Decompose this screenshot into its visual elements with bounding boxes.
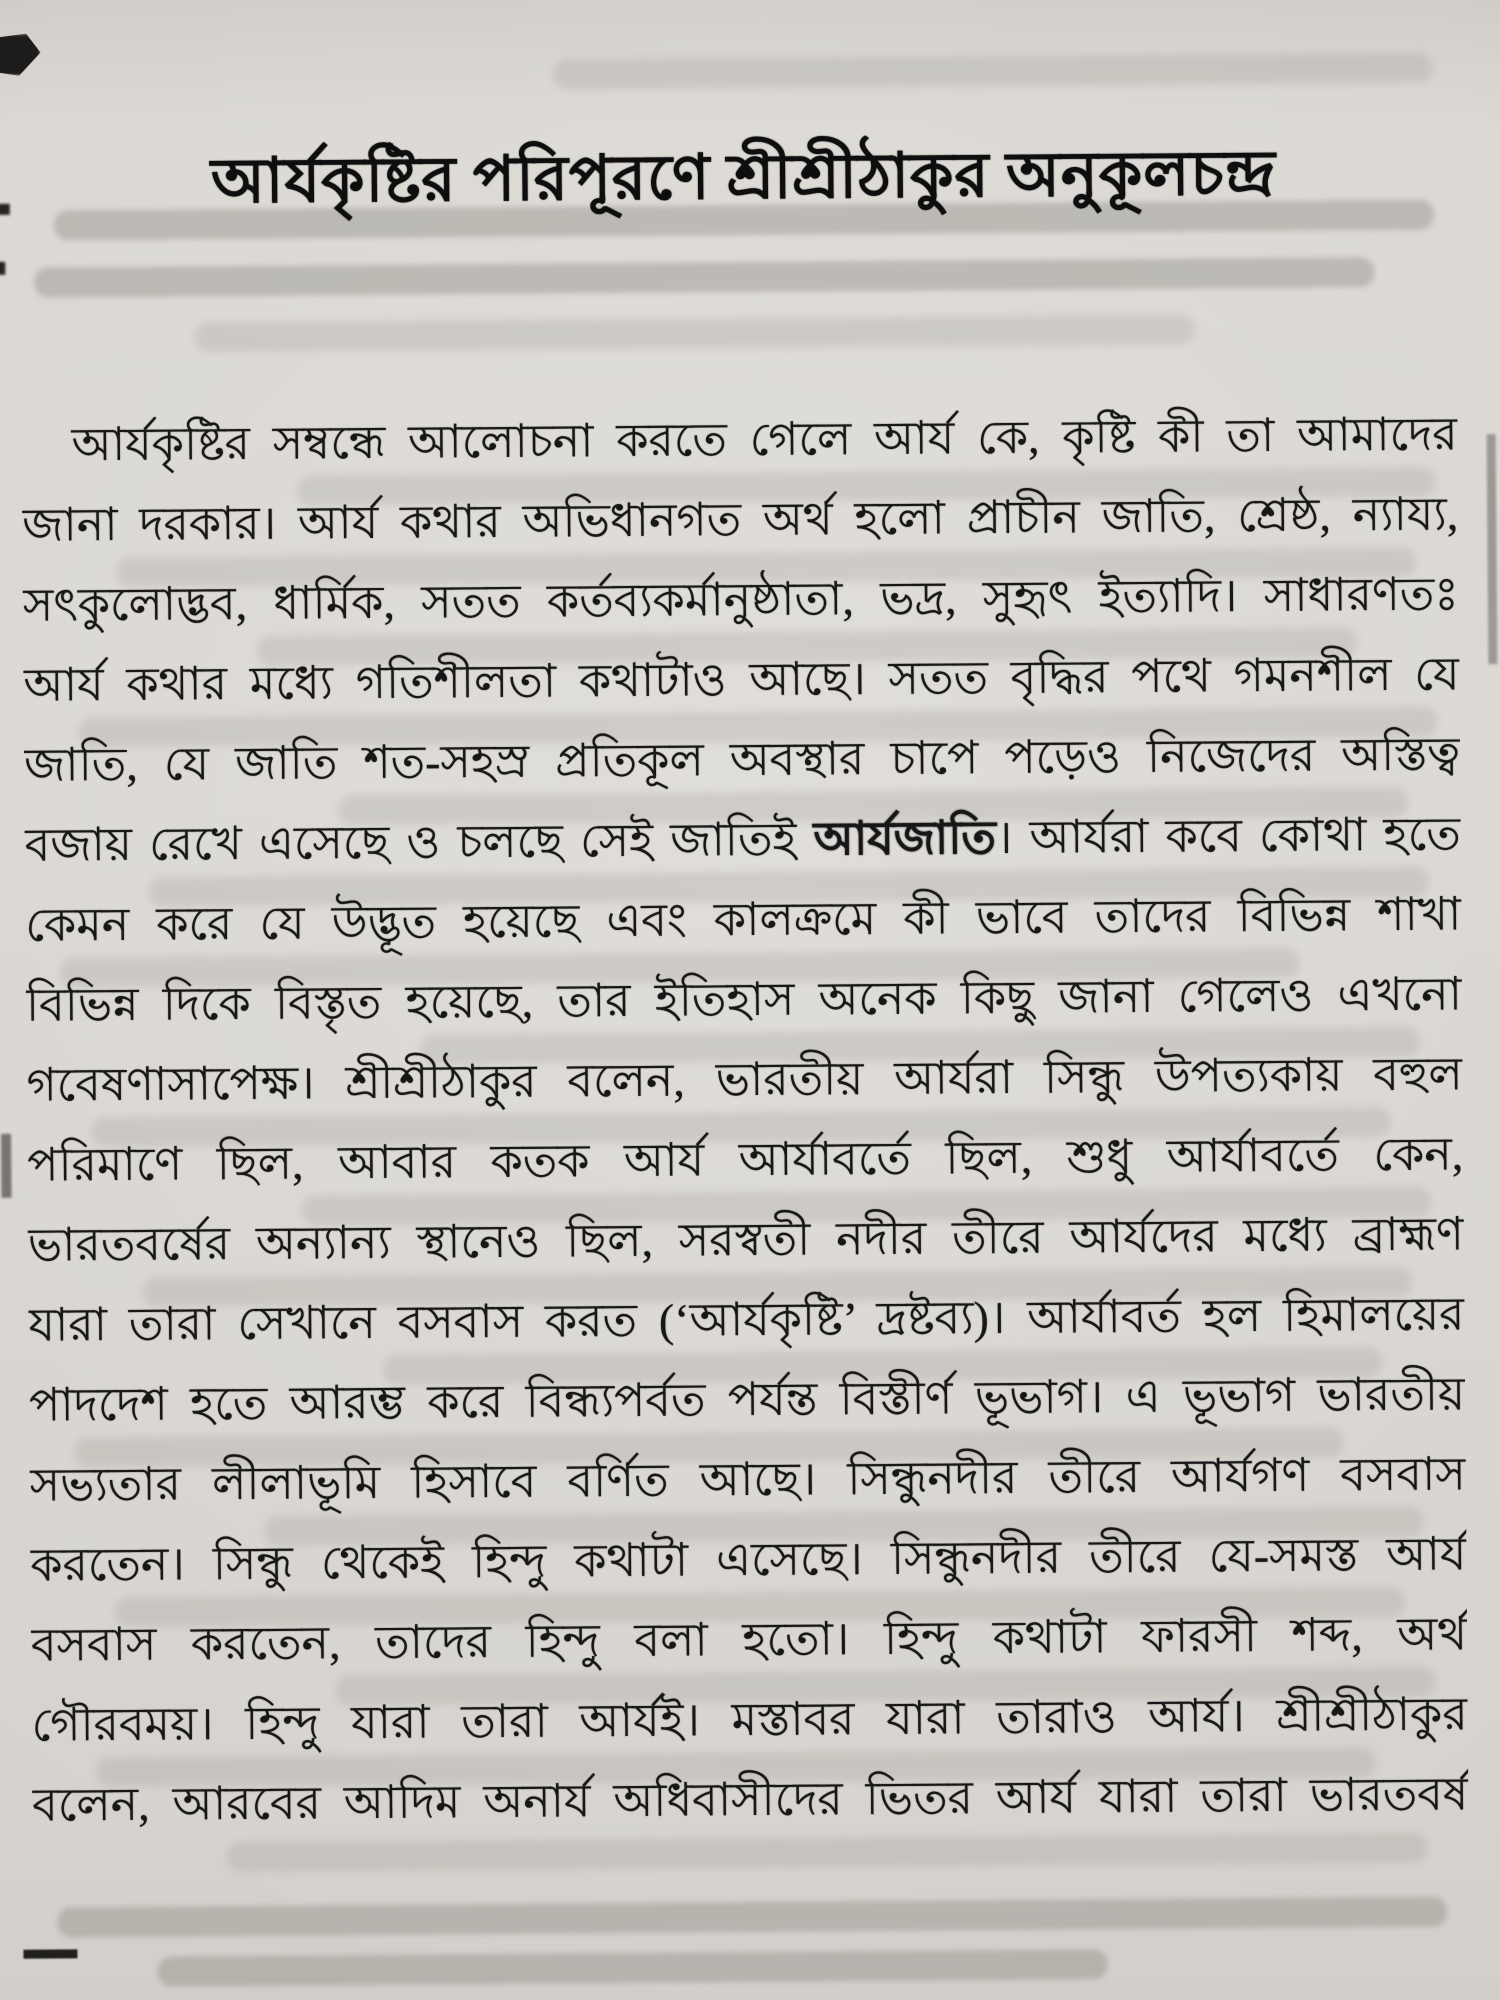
emphasized-word: আর্যজাতি — [813, 812, 997, 865]
line-segment: আর্যকৃষ্টির সম্বন্ধে আলোচনা করতে গেলে আর্য কে, কৃষ্টি কী তা আমাদের — [71, 408, 1458, 471]
line-segment: সভ্যতার লীলাভূমি হিসাবে বর্ণিত আছে। সিন্ধুনদীর তীরে আর্যগণ বসবাস — [29, 1448, 1466, 1511]
text-line — [31, 1674, 1468, 1765]
text-line — [30, 1514, 1467, 1605]
line-segment: বজায় রেখে এসেছে ও চলছে সেই জাতিই — [24, 813, 814, 871]
line-segment: বিভিন্ন দিকে বিস্তৃত হয়েছে, তার ইতিহাস অনেক কিছু জানা গেলেও এখনো — [25, 968, 1463, 1031]
bleed-through-layer — [0, 0, 1492, 6]
text-line — [24, 714, 1461, 805]
line-segment: জাতি, যে জাতি শত-সহস্র প্রতিকূল অবস্থার চাপে পড়েও নিজেদের অস্তিত্ব — [23, 728, 1461, 791]
left-edge-mark — [0, 262, 5, 275]
text-line — [22, 474, 1459, 565]
text-line — [28, 1194, 1465, 1285]
text-line — [26, 954, 1463, 1045]
line-segment: পাদদেশ হতে আরম্ভ করে বিন্ধ্যপর্বত পর্যন্ত বিস্তীর্ণ ভূভাগ। এ ভূভাগ ভারতীয় — [28, 1368, 1466, 1431]
line-segment: ভারতবর্ষের অন্যান্য স্থানেও ছিল, সরস্বতী নদীর তীরে আর্যদের মধ্যে ব্রাহ্মণ — [27, 1208, 1465, 1271]
page-title: আর্যকৃষ্টির পরিপূরণে শ্রীশ্রীঠাকুর অনুকূলচন্দ্র — [210, 139, 1277, 216]
bleed-through-line — [34, 257, 1374, 298]
right-edge-smudge — [1487, 434, 1498, 664]
text-line — [21, 394, 1458, 485]
bleed-through-line — [157, 1949, 1107, 1986]
text-line — [27, 1114, 1464, 1205]
text-line — [29, 1434, 1466, 1525]
text-line — [26, 1034, 1463, 1125]
text-line — [32, 1754, 1469, 1845]
text-line — [24, 794, 1461, 885]
body-text — [21, 394, 1468, 1845]
text-line — [23, 634, 1460, 725]
line-segment: বলেন, আরবের আদিম অনার্য অধিবাসীদের ভিতর আর্য যারা তারা ভারতবর্ষ — [32, 1768, 1469, 1831]
line-segment: জানা দরকার। আর্য কথার অভিধানগত অর্থ হলো প্রাচীন জাতি, শ্রেষ্ঠ, ন্যায্য, — [22, 488, 1459, 551]
text-line — [29, 1354, 1466, 1445]
margin-dash — [23, 1949, 77, 1958]
text-line — [31, 1594, 1468, 1685]
left-edge-mark — [0, 204, 10, 215]
line-segment: যারা তারা সেখানে বসবাস করত (‘আর্যকৃষ্টি’ দ্রষ্টব্য)। আর্যাবর্ত হল হিমালয়ের — [28, 1288, 1465, 1351]
line-segment: আর্য কথার মধ্যে গতিশীলতা কথাটাও আছে। সতত বৃদ্ধির পথে গমনশীল যে — [23, 648, 1460, 711]
bleed-through-line — [195, 314, 1195, 352]
left-edge-mark — [1, 1134, 12, 1198]
text-line — [28, 1274, 1465, 1365]
line-segment: । আর্যরা কবে কোথা হতে — [995, 808, 1461, 864]
line-segment: পরিমাণে ছিল, আবার কতক আর্য আর্যাবর্তে ছিল, শুধু আর্যাবর্তে কেন, — [27, 1128, 1464, 1191]
line-segment: গৌরবময়। হিন্দু যারা তারা আর্যই। মস্তাবর যারা তারাও আর্য। শ্রীশ্রীঠাকুর — [31, 1688, 1468, 1751]
line-segment: কেমন করে যে উদ্ভূত হয়েছে এবং কালক্রমে কী ভাবে তাদের বিভিন্ন শাখা — [25, 888, 1462, 951]
corner-smudge — [0, 34, 41, 76]
line-segment: বসবাস করতেন, তাদের হিন্দু বলা হতো। হিন্দু কথাটা ফারসী শব্দ, অর্থ — [30, 1608, 1468, 1671]
bleed-through-line — [57, 1897, 1447, 1938]
text-line — [25, 874, 1462, 965]
text-line — [23, 554, 1460, 645]
line-segment: করতেন। সিন্ধু থেকেই হিন্দু কথাটা এসেছে। সিন্ধুনদীর তীরে যে-সমস্ত আর্য — [30, 1528, 1467, 1591]
bleed-through-line — [553, 53, 1433, 90]
line-segment: সৎকুলোদ্ভব, ধার্মিক, সতত কর্তব্যকর্মানুষ্ঠাতা, ভদ্র, সুহৃৎ ইত্যাদি। সাধারণতঃ — [22, 568, 1460, 631]
line-segment: গবেষণাসাপেক্ষ। শ্রীশ্রীঠাকুর বলেন, ভারতীয় আর্যরা সিন্ধু উপত্যকায় বহুল — [26, 1048, 1463, 1111]
